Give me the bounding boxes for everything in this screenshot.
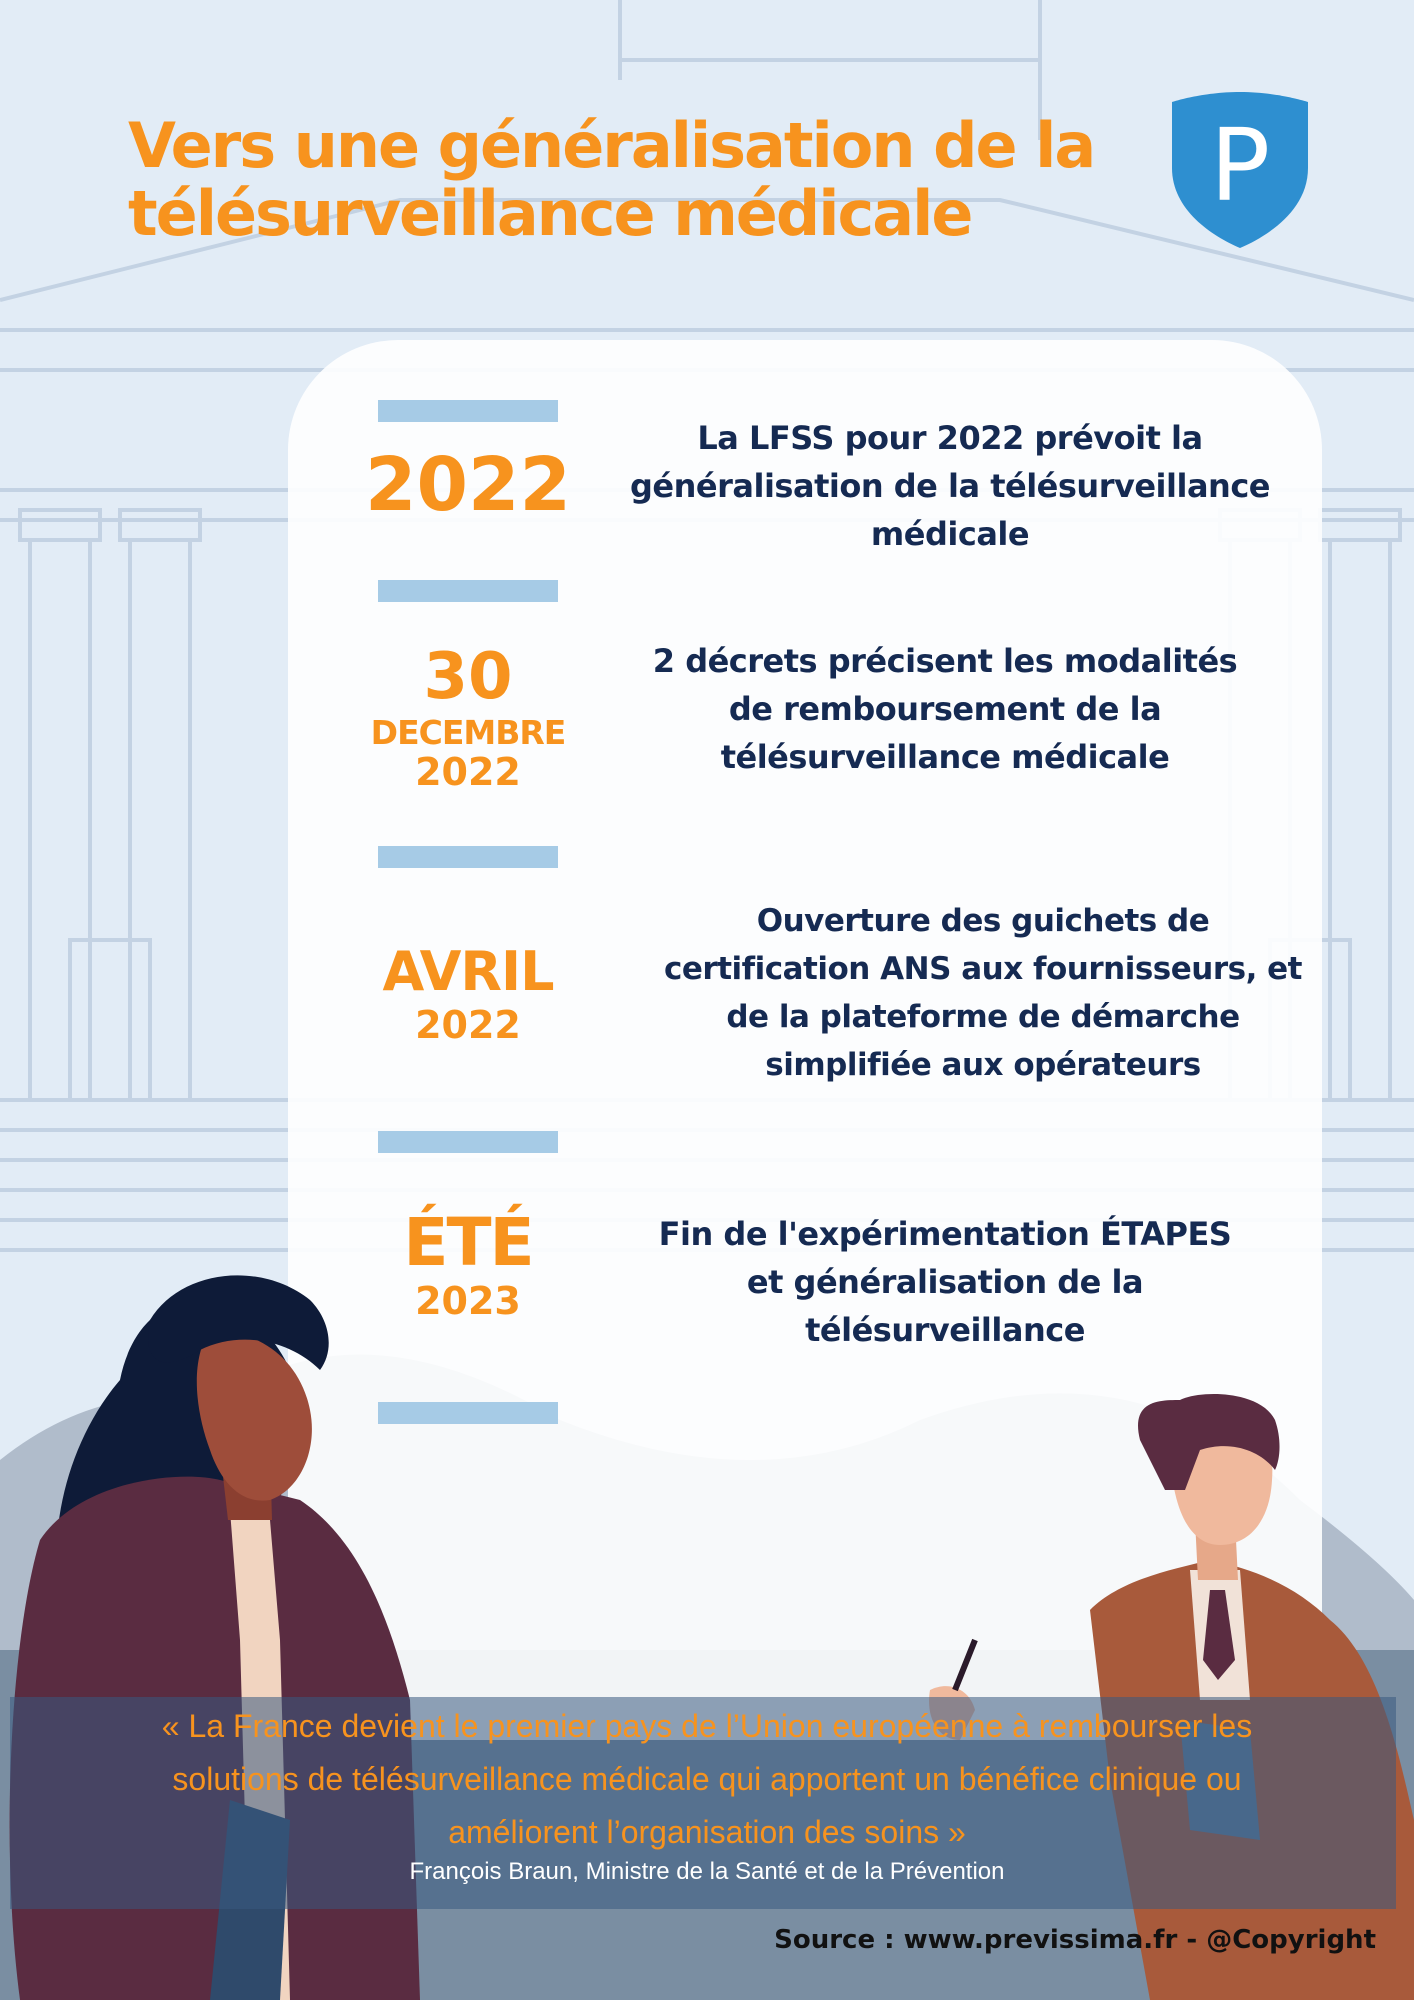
text-line: de remboursement de la — [728, 690, 1162, 728]
title-line-1: Vers une généralisation de la — [128, 109, 1095, 182]
date-month: AVRIL — [382, 940, 554, 1003]
text-line: 2 décrets précisent les modalités — [652, 642, 1238, 680]
quote-author: François Braun, Ministre de la Santé et de la Prévention — [409, 1858, 1005, 1885]
text-line: et généralisation de la — [746, 1263, 1144, 1301]
text-line: télésurveillance — [805, 1311, 1085, 1349]
date-year: 2022 — [365, 442, 571, 528]
date-year: 2022 — [415, 1003, 521, 1047]
text-line: Fin de l'expérimentation ÉTAPES — [658, 1215, 1232, 1253]
text-line: La LFSS pour 2022 prévoit la — [697, 419, 1203, 457]
quote-line: solutions de télésurveillance médicale qui apportent un bénéfice clinique ou — [172, 1761, 1242, 1797]
text-line: Ouverture des guichets de — [756, 903, 1210, 939]
text-line: certification ANS aux fournisseurs, et — [664, 951, 1302, 987]
logo-letter: P — [1209, 107, 1271, 224]
text-line: généralisation de la télésurveillance — [630, 467, 1270, 505]
text-line: simplifiée aux opérateurs — [765, 1047, 1201, 1083]
title-line-2: télésurveillance médicale — [128, 177, 972, 250]
source-credit[interactable]: Source : www.previssima.fr - @Copyright — [774, 1925, 1376, 1955]
date-season: ÉTÉ — [403, 1204, 533, 1281]
text-line: de la plateforme de démarche — [726, 999, 1240, 1035]
quote-line: « La France devient le premier pays de l’Union européenne à rembourser les — [161, 1708, 1253, 1744]
date-month: DECEMBRE — [370, 713, 566, 752]
date-year: 2023 — [415, 1279, 521, 1323]
date-year: 2022 — [415, 750, 521, 794]
text-line: médicale — [870, 515, 1030, 553]
text-line: télésurveillance médicale — [720, 738, 1170, 776]
quote-line: améliorent l’organisation des soins » — [448, 1814, 966, 1850]
quote-text — [40, 1700, 1374, 1859]
date-day: 30 — [423, 640, 513, 714]
